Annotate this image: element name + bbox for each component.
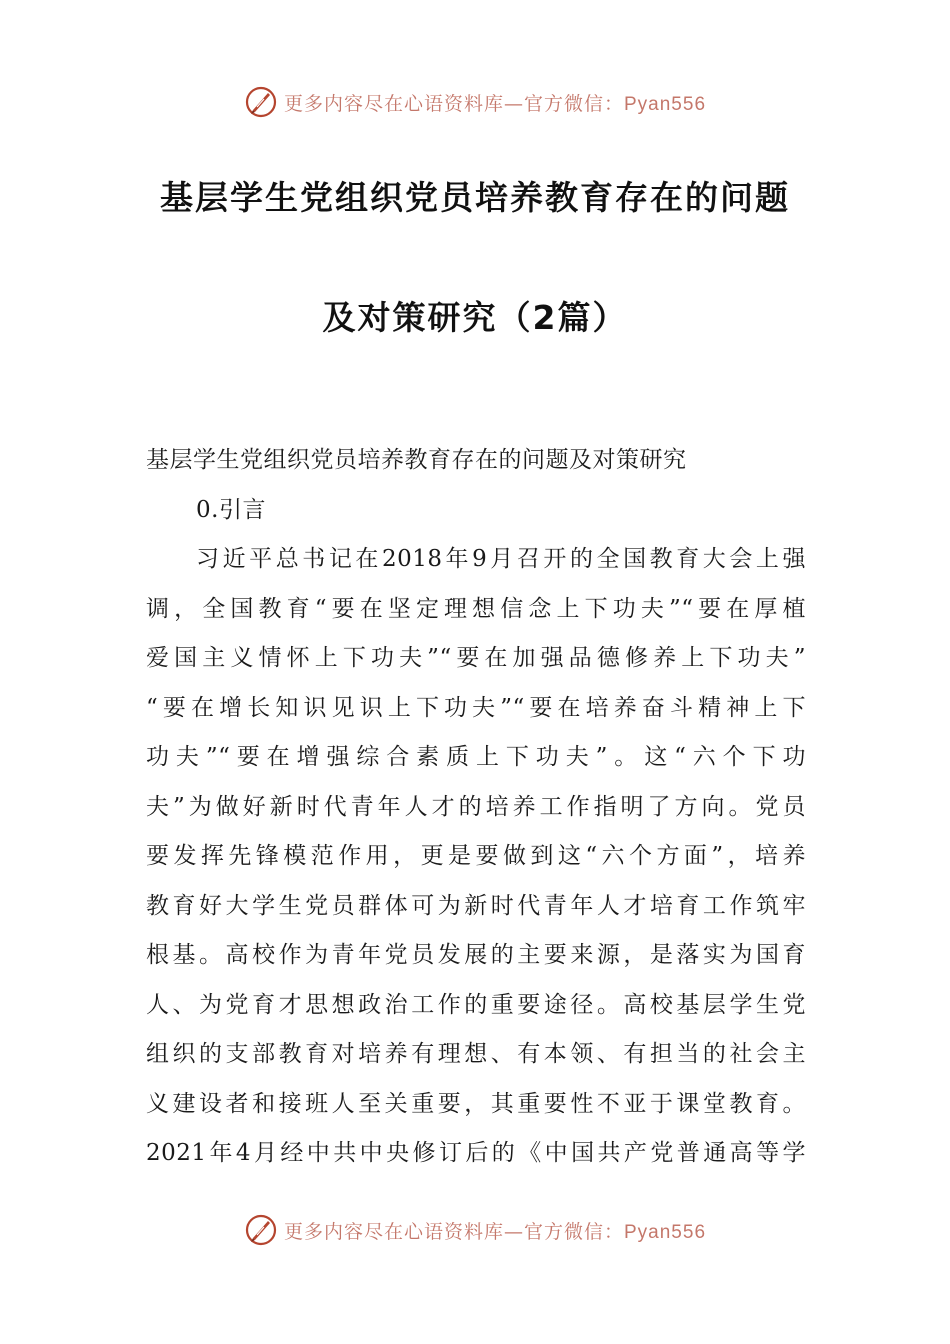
paragraph-line: 人、为党育才思想政治工作的重要途径。高校基层学生党 bbox=[146, 991, 806, 1018]
paragraph-line: 根基。高校作为青年党员发展的主要来源，是落实为国育 bbox=[146, 942, 806, 968]
watermark-text bbox=[284, 89, 706, 116]
watermark-separator: — bbox=[503, 92, 524, 115]
paragraph-line: 2021年4月经中共中央修订后的《中国共产党普通高等学 bbox=[146, 1140, 806, 1166]
watermark-text bbox=[284, 1217, 706, 1244]
paragraph-line: 组织的支部教育对培养有理想、有本领、有担当的社会主 bbox=[146, 1041, 806, 1067]
paragraph-line: 爱国主义情怀上下功夫”“要在加强品德修养上下功夫” bbox=[146, 645, 806, 671]
paragraph-line: 调，全国教育“要在坚定理想信念上下功夫”“要在厚植 bbox=[146, 595, 806, 622]
watermark-library-text: 更多内容尽在心语资料库 bbox=[283, 92, 504, 115]
paragraph-line: 教育好大学生党员群体可为新时代青年人才培育工作筑牢 bbox=[146, 892, 806, 919]
paragraph-line: 义建设者和接班人至关重要，其重要性不亚于课堂教育。 bbox=[146, 1090, 806, 1117]
document-title-line-1: 基层学生党组织党员培养教育存在的问题 bbox=[160, 178, 790, 217]
watermark-official-label: 官方微信： bbox=[523, 92, 624, 115]
section-heading: 0.引言 bbox=[196, 496, 266, 523]
document-body bbox=[146, 436, 806, 1179]
paragraph-line: “要在增长知识见识上下功夫”“要在培养奋斗精神上下 bbox=[146, 694, 806, 721]
paragraph-line: 习近平总书记在2018年9月召开的全国教育大会上强 bbox=[196, 546, 806, 572]
paragraph-line: 要发挥先锋模范作用，更是要做到这“六个方面”，培养 bbox=[146, 843, 806, 869]
quill-pen-logo-icon bbox=[244, 85, 278, 119]
watermark-wechat-id: Pyan556 bbox=[624, 1221, 707, 1243]
watermark-separator: — bbox=[503, 1220, 524, 1243]
watermark-banner-bottom bbox=[0, 1210, 950, 1250]
paragraph-line: 功夫”“要在增强综合素质上下功夫”。这“六个下功 bbox=[146, 744, 806, 770]
watermark-banner-top bbox=[0, 82, 950, 122]
document-title-line-2: 及对策研究（2篇） bbox=[322, 298, 628, 337]
document-subtitle: 基层学生党组织党员培养教育存在的问题及对策研究 bbox=[146, 447, 687, 473]
watermark-library-text: 更多内容尽在心语资料库 bbox=[283, 1220, 504, 1243]
watermark-official-label: 官方微信： bbox=[523, 1220, 624, 1243]
paragraph-line: 夫”为做好新时代青年人才的培养工作指明了方向。党员 bbox=[146, 793, 806, 820]
quill-pen-logo-icon bbox=[244, 1213, 278, 1247]
watermark-wechat-id: Pyan556 bbox=[624, 93, 707, 115]
